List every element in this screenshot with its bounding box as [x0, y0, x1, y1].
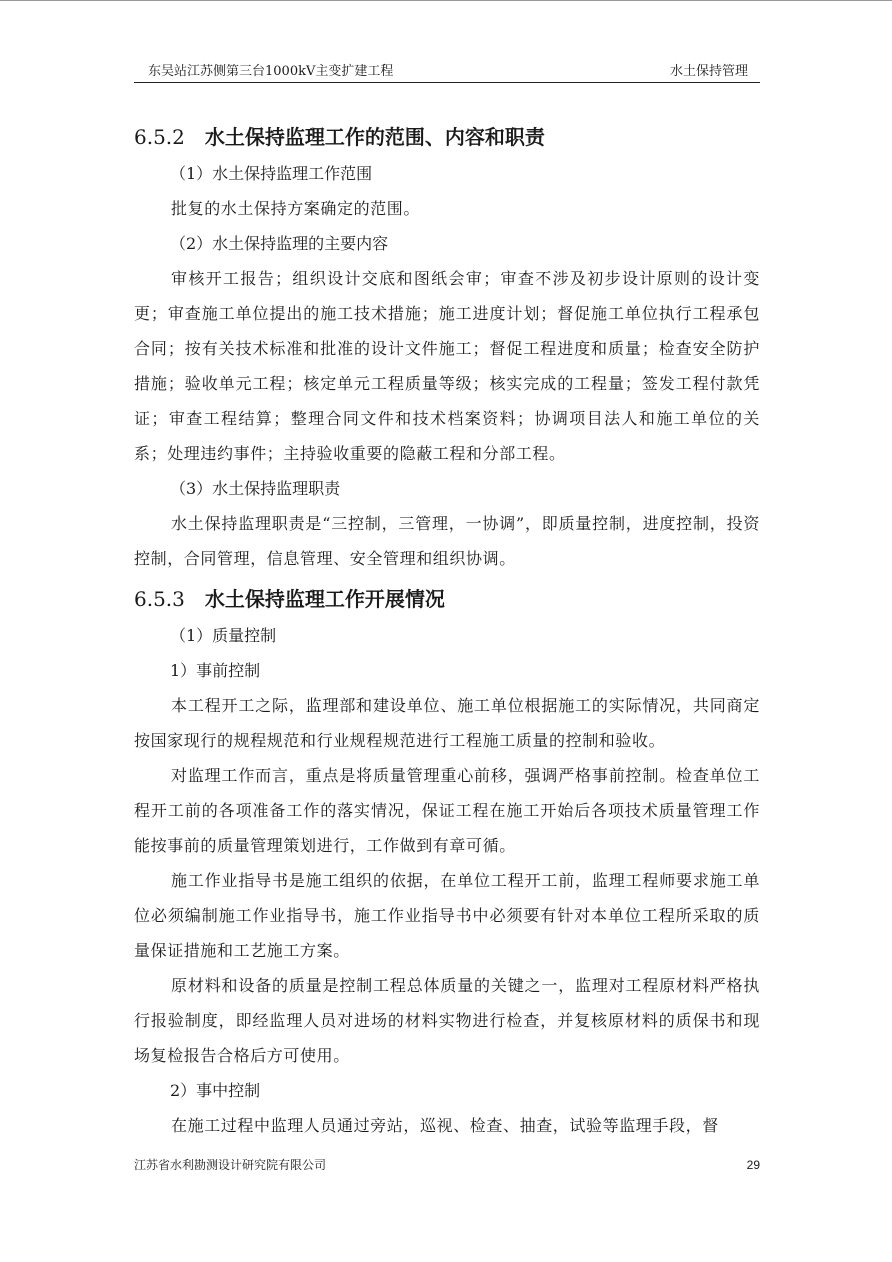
subheading-quality-control: （1）质量控制 [170, 626, 277, 645]
section-title: 水土保持监理工作的范围、内容和职责 [204, 125, 545, 149]
paragraph-start-of-works: 本工程开工之际，监理部和建设单位、施工单位根据施工的实际情况，共同商定按国家现行的规程规范和行业规程规范进行工程施工质量的控制和验收。 [134, 696, 760, 750]
page-footer [134, 1154, 760, 1176]
page-number: 29 [746, 1158, 760, 1172]
section-heading-6-5-3 [134, 580, 760, 618]
header-chapter-title: 水土保持管理 [669, 64, 748, 79]
document-body [134, 118, 760, 1143]
paragraph-main-content: 审核开工报告；组织设计交底和图纸会审；审查不涉及初步设计原则的设计变更；审查施工单位提出的施工技术措施；施工进度计划；督促施工单位执行工程承包合同；按有关技术标准和批准的设计文件施工；督促工程进度和质量；检查安全防护措施；验收单元工程；核定单元工程质量等级；核实完成的工程量；签发工程付款凭证；审查工程结算；整理合同文件和技术档案资料；协调项目法人和施工单位的关系；处理违约事件；主持验收重要的隐蔽工程和分部工程。 [134, 269, 760, 463]
subheading-duties: （3）水土保持监理职责 [170, 479, 341, 498]
subheading-in-process-control: 2）事中控制 [170, 1081, 261, 1100]
subheading-pre-control: 1）事前控制 [170, 661, 261, 680]
section-title: 水土保持监理工作开展情况 [204, 587, 445, 611]
subheading-scope: （1）水土保持监理工作范围 [170, 164, 373, 183]
subheading-main-content: （2）水土保持监理的主要内容 [170, 234, 389, 253]
paragraph-duties: 水土保持监理职责是“三控制，三管理，一协调”，即质量控制，进度控制，投资控制，合同管理，信息管理、安全管理和组织协调。 [134, 514, 760, 568]
header-rule [134, 82, 760, 83]
page-top-border [0, 0, 892, 1]
section-heading-6-5-2 [134, 118, 760, 156]
footer-organization: 江苏省水利勘测设计研究院有限公司 [134, 1158, 327, 1172]
paragraph-in-process: 在施工过程中监理人员通过旁站，巡视、检查、抽查，试验等监理手段，督 [171, 1116, 719, 1135]
paragraph-supervision-focus: 对监理工作而言，重点是将质量管理重心前移，强调严格事前控制。检查单位工程开工前的各项准备工作的落实情况，保证工程在施工开始后各项技术质量管理工作能按事前的质量管理策划进行，工作做到有章可循。 [134, 766, 760, 855]
paragraph-materials: 原材料和设备的质量是控制工程总体质量的关键之一，监理对工程原材料严格执行报验制度，即经监理人员对进场的材料实物进行检查，并复核原材料的质保书和现场复检报告合格后方可使用。 [134, 976, 760, 1065]
section-number: 6.5.2 [134, 125, 185, 149]
page-header [134, 62, 760, 82]
paragraph-work-instructions: 施工作业指导书是施工组织的依据，在单位工程开工前，监理工程师要求施工单位必须编制施工作业指导书，施工作业指导书中必须要有针对本单位工程所采取的质量保证措施和工艺施工方案。 [134, 871, 760, 960]
header-project-title: 东吴站江苏侧第三台1000kV主变扩建工程 [148, 64, 394, 79]
paragraph-scope: 批复的水土保持方案确定的范围。 [171, 199, 421, 218]
section-number: 6.5.3 [134, 587, 185, 611]
